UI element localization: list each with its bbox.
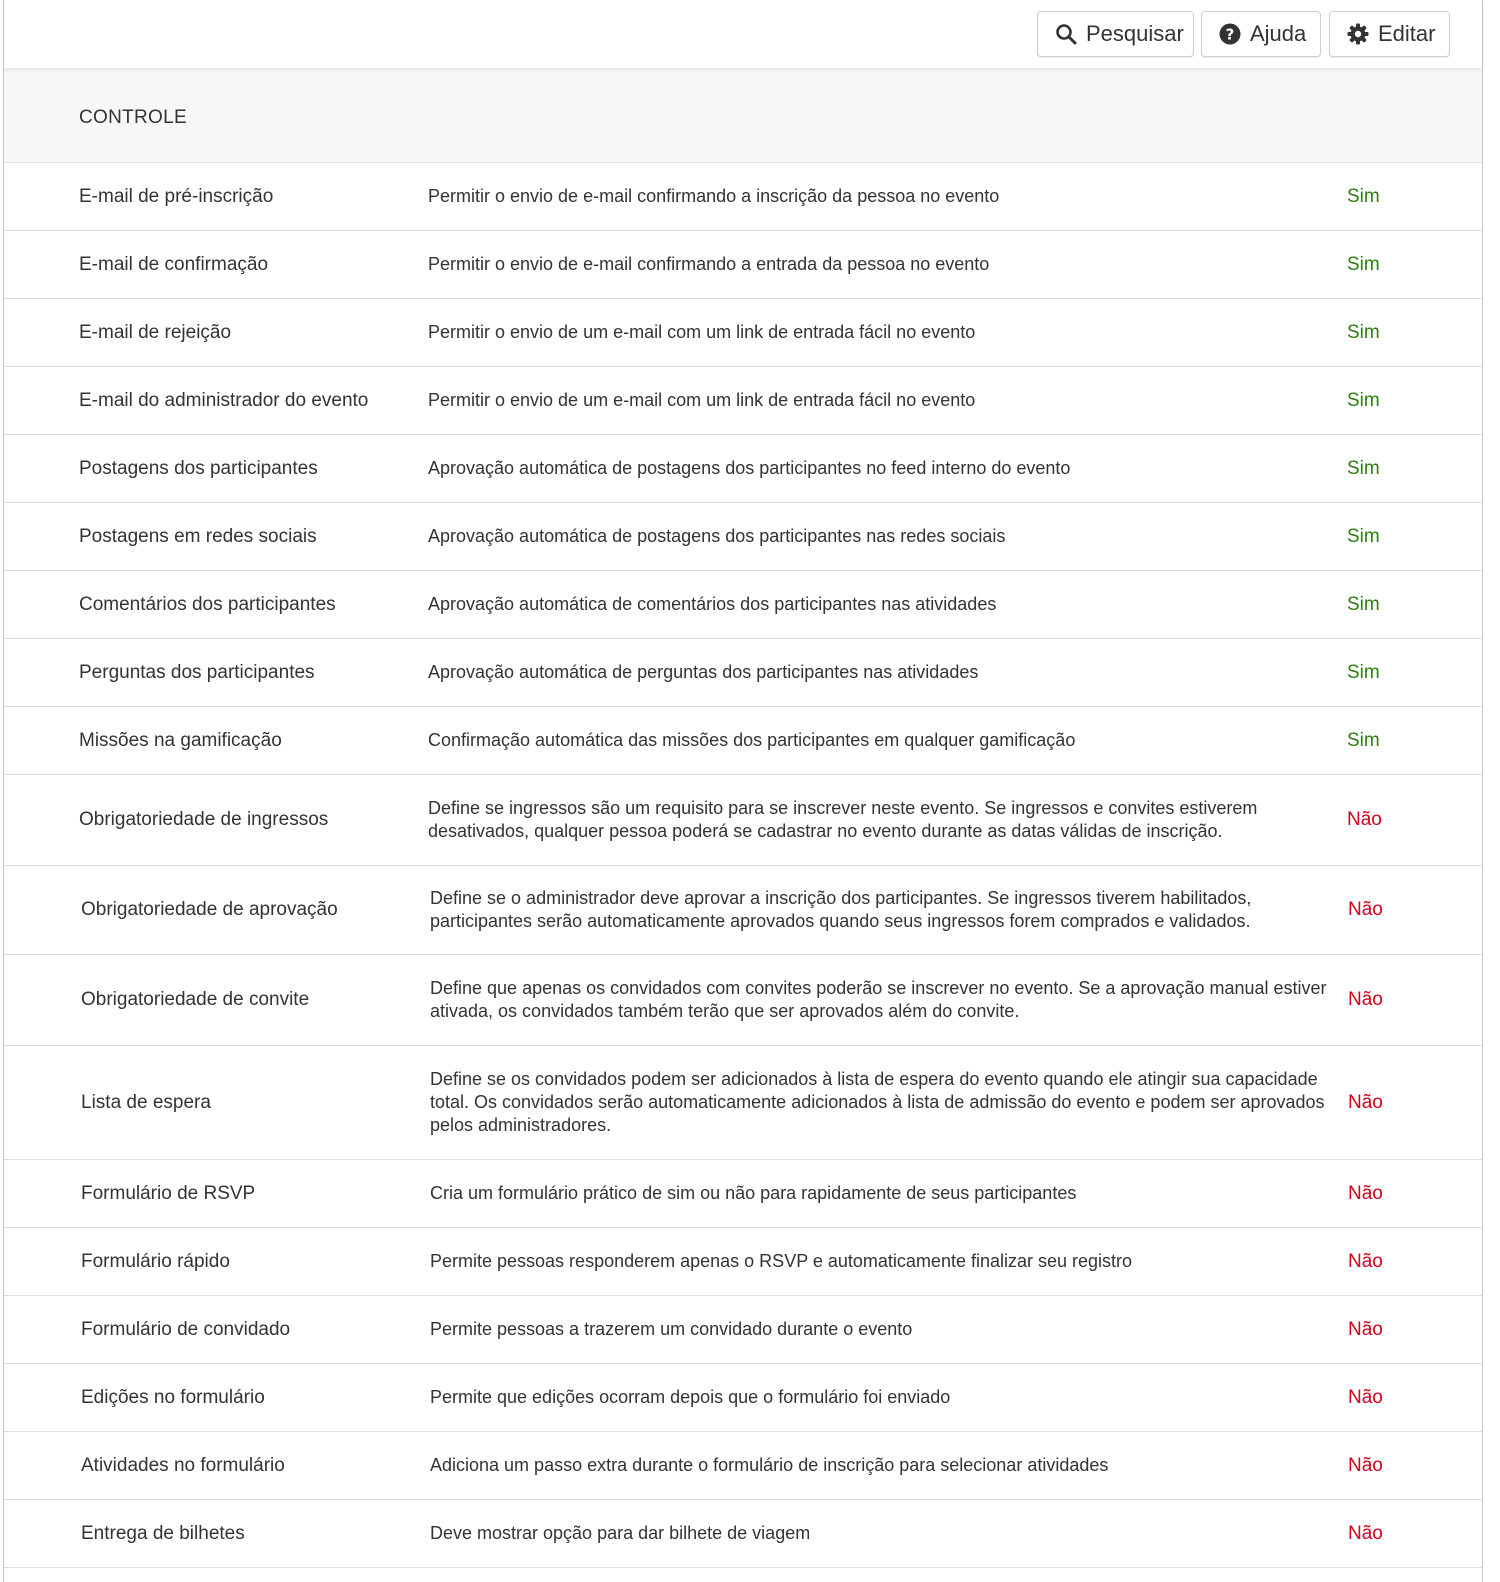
settings-row <box>4 1160 1482 1228</box>
settings-row <box>4 866 1482 955</box>
setting-name: Postagens em redes sociais <box>79 525 317 547</box>
setting-value: Não <box>1347 809 1382 830</box>
setting-name: Edições no formulário <box>81 1386 265 1408</box>
setting-name: Postagens dos participantes <box>79 457 318 479</box>
setting-description: Aprovação automática de postagens dos participantes nas redes sociais <box>428 526 1006 546</box>
setting-description: Aprovação automática de perguntas dos participantes nas atividades <box>428 662 979 682</box>
help-button[interactable] <box>1201 11 1321 57</box>
setting-description: Aprovação automática de comentários dos participantes nas atividades <box>428 594 997 614</box>
settings-row <box>4 503 1482 571</box>
edit-button-label: Editar <box>1378 21 1436 46</box>
setting-value: Não <box>1348 1182 1383 1204</box>
setting-name: Obrigatoriedade de ingressos <box>79 809 329 830</box>
setting-description: Permitir o envio de e-mail confirmando a inscrição da pessoa no evento <box>428 186 1000 206</box>
setting-name: Atividades no formulário <box>81 1454 285 1476</box>
setting-name: Formulário rápido <box>81 1250 230 1272</box>
setting-value: Sim <box>1347 525 1380 547</box>
settings-row <box>4 1500 1482 1568</box>
section-title: CONTROLE <box>79 107 187 128</box>
setting-description: Aprovação automática de postagens dos participantes no feed interno do evento <box>428 458 1071 478</box>
setting-value: Sim <box>1347 661 1380 683</box>
setting-description: Define se o administrador deve aprovar a inscrição dos participantes. Se ingressos tiverem habilitados, participantes serão automaticamente aprovados quando seus ingressos forem comprados e validados. <box>430 888 1252 931</box>
setting-value: Sim <box>1347 321 1380 343</box>
setting-name: E-mail de pré-inscrição <box>79 185 274 207</box>
setting-value: Não <box>1348 1091 1383 1113</box>
setting-description: Define se os convidados podem ser adicionados à lista de espera do evento quando ele atingir sua capacidade total. Os convidados serão automaticamente adicionados à lista de admissão do evento e podem ser aprovados pelos administradores. <box>430 1069 1325 1135</box>
setting-value: Sim <box>1347 593 1380 615</box>
question-circle-icon <box>1218 22 1242 46</box>
setting-name: Obrigatoriedade de convite <box>81 989 310 1010</box>
setting-description: Permite que edições ocorram depois que o formulário foi enviado <box>430 1387 951 1407</box>
settings-row <box>4 435 1482 503</box>
search-button-label: Pesquisar <box>1086 21 1184 46</box>
settings-row <box>4 639 1482 707</box>
settings-row <box>4 775 1482 866</box>
setting-value: Não <box>1348 1454 1383 1476</box>
search-icon <box>1054 22 1078 46</box>
settings-row <box>4 1296 1482 1364</box>
setting-name: Obrigatoriedade de aprovação <box>81 899 338 920</box>
settings-row <box>4 1046 1482 1160</box>
setting-value: Sim <box>1347 185 1380 207</box>
setting-description: Permite pessoas responderem apenas o RSVP e automaticamente finalizar seu registro <box>430 1251 1133 1271</box>
settings-row <box>4 707 1482 775</box>
svg-text:?: ? <box>1225 25 1235 44</box>
setting-name: E-mail de confirmação <box>79 253 269 275</box>
settings-row <box>4 231 1482 299</box>
setting-description: Define que apenas os convidados com convites poderão se inscrever no evento. Se a aprovação manual estiver ativada, os convidados também terão que ser aprovados além do convite. <box>430 978 1327 1021</box>
setting-name: Entrega de bilhetes <box>81 1522 245 1544</box>
setting-value: Sim <box>1347 253 1380 275</box>
setting-value: Não <box>1348 1386 1383 1408</box>
settings-row <box>4 1228 1482 1296</box>
setting-name: Formulário de convidado <box>81 1318 291 1340</box>
setting-value: Não <box>1348 1318 1383 1340</box>
setting-value: Não <box>1348 899 1383 920</box>
settings-row <box>4 1432 1482 1500</box>
setting-value: Sim <box>1347 389 1380 411</box>
setting-value: Não <box>1348 1250 1383 1272</box>
search-button[interactable] <box>1037 11 1194 57</box>
setting-value: Sim <box>1347 457 1380 479</box>
settings-row <box>4 1364 1482 1432</box>
setting-value: Não <box>1348 989 1383 1010</box>
settings-row <box>4 163 1482 231</box>
help-button-label: Ajuda <box>1250 21 1307 46</box>
settings-row <box>4 571 1482 639</box>
setting-name: Perguntas dos participantes <box>79 661 315 683</box>
setting-description: Deve mostrar opção para dar bilhete de viagem <box>430 1523 811 1543</box>
setting-value: Sim <box>1347 729 1380 751</box>
settings-row <box>4 955 1482 1046</box>
setting-description: Adiciona um passo extra durante o formulário de inscrição para selecionar atividades <box>430 1455 1109 1475</box>
gear-icon <box>1346 22 1370 46</box>
setting-name: Missões na gamificação <box>79 729 282 751</box>
edit-button[interactable] <box>1329 11 1450 57</box>
settings-panel <box>3 0 1483 1582</box>
setting-description: Permitir o envio de e-mail confirmando a entrada da pessoa no evento <box>428 254 990 274</box>
setting-description: Permitir o envio de um e-mail com um link de entrada fácil no evento <box>428 390 976 410</box>
setting-description: Define se ingressos são um requisito para se inscrever neste evento. Se ingressos e convites estiverem desativados, qualquer pessoa poderá se cadastrar no evento durante as datas válidas de inscrição. <box>428 798 1258 841</box>
setting-description: Permite pessoas a trazerem um convidado durante o evento <box>430 1319 913 1339</box>
settings-row <box>4 367 1482 435</box>
setting-name: Lista de espera <box>81 1091 211 1113</box>
settings-row <box>4 299 1482 367</box>
setting-description: Permitir o envio de um e-mail com um link de entrada fácil no evento <box>428 322 976 342</box>
section-header <box>4 70 1482 163</box>
setting-name: Formulário de RSVP <box>81 1182 256 1204</box>
setting-name: E-mail de rejeição <box>79 321 232 343</box>
setting-name: E-mail do administrador do evento <box>79 389 369 411</box>
setting-description: Cria um formulário prático de sim ou não para rapidamente de seus participantes <box>430 1183 1077 1203</box>
settings-list <box>4 163 1482 1568</box>
setting-value: Não <box>1348 1522 1383 1544</box>
setting-name: Comentários dos participantes <box>79 593 336 615</box>
setting-description: Confirmação automática das missões dos participantes em qualquer gamificação <box>428 730 1076 750</box>
toolbar <box>4 0 1482 68</box>
